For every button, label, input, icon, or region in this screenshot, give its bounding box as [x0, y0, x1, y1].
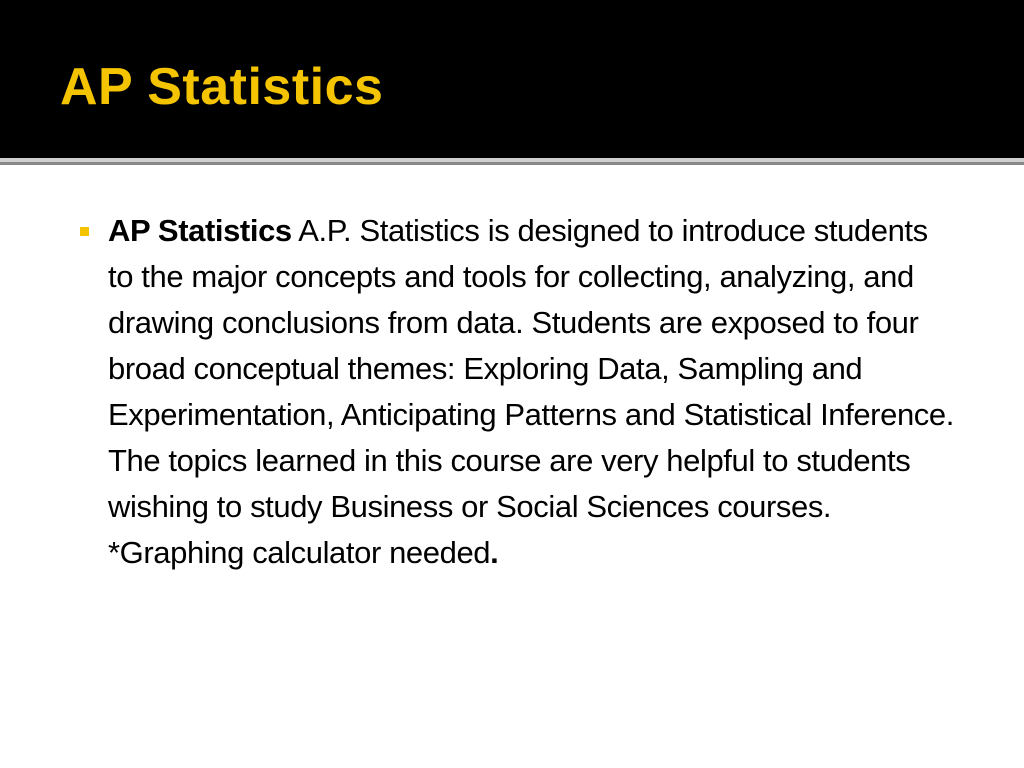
slide-content: [80, 208, 960, 576]
bullet-end: .: [490, 535, 499, 570]
bullet-body: A.P. Statistics is designed to introduce students to the major concepts and tools for collecting, analyzing, and drawing conclusions from data. Students are exposed to four broad conceptual themes: Exploring Data, Sampling and Experimentation, Anticipating Patterns and Statistical Inference. The topics learned in this course are very helpful to students wishing to study Business or Social Sciences courses. *Graphing calculator needed: [108, 213, 954, 570]
bullet-lead: AP Statistics: [108, 213, 292, 248]
title-bar: [0, 0, 1024, 158]
slide-title: AP Statistics: [60, 58, 384, 116]
title-divider-dark: [0, 162, 1024, 165]
bullet-text: [108, 208, 960, 576]
square-bullet-icon: [80, 227, 89, 236]
bullet-item: [80, 208, 960, 576]
